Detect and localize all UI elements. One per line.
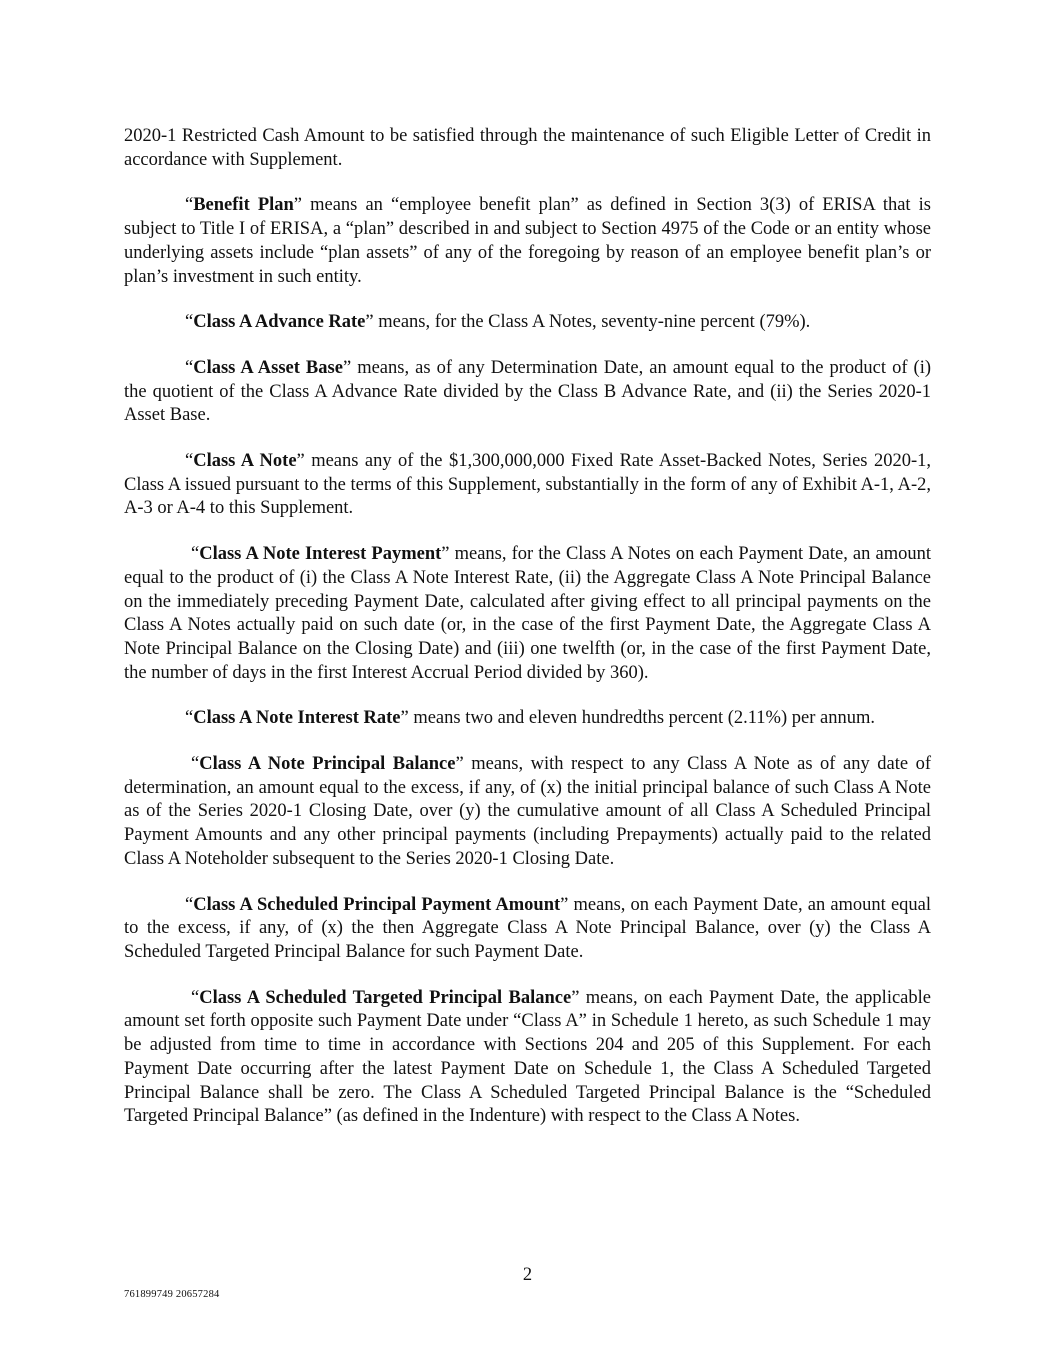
open-quote: “ xyxy=(185,451,194,472)
defined-term: Class A Note Interest Payment xyxy=(199,544,442,565)
close-quote: ” xyxy=(560,894,569,915)
open-quote: “ xyxy=(185,195,194,216)
definition-class-a-note-interest-payment xyxy=(124,543,931,685)
close-quote: ” xyxy=(441,544,450,565)
open-quote: “ xyxy=(185,894,194,915)
close-quote: ” xyxy=(342,357,352,378)
definition-text: means, for the Class A Notes, seventy-nine percent (79%). xyxy=(373,312,811,333)
close-quote: ” xyxy=(296,451,305,472)
definition-class-a-advance-rate xyxy=(124,311,931,335)
defined-term: Benefit Plan xyxy=(193,195,294,216)
open-quote: “ xyxy=(185,312,194,333)
defined-term: Class A Scheduled Targeted Principal Balance xyxy=(199,987,572,1008)
paragraph-continuation xyxy=(124,125,931,172)
close-quote: ” xyxy=(400,708,409,729)
defined-term: Class A Note Interest Rate xyxy=(193,708,401,729)
defined-term: Class A Note xyxy=(193,451,297,472)
close-quote: ” xyxy=(455,754,464,775)
definition-text: means, on each Payment Date, the applicable amount set forth opposite such Payment Date under “Class A” in Schedule 1 hereto, as such Schedule 1 may be adjusted from time to time in accordance with Sections 204 and 205 of this Supplement. For each Payment Date occurring after the latest Payment Date on Schedule 1, the Class A Scheduled Targeted Principal Balance shall be zero. The Class A Scheduled Targeted Principal Balance is the “Scheduled Targeted Principal Balance” (as defined in the Indenture) with respect to the Class A Notes. xyxy=(124,987,931,1127)
definition-text: means, as of any Determination Date, an amount equal to the product of (i) the quotient of the Class A Advance Rate divided by the Class B Advance Rate, and (ii) the Series 2020-1 Asset Base. xyxy=(124,357,931,426)
paragraph-text: 2020-1 Restricted Cash Amount to be satisfied through the maintenance of such Eligible Letter of Credit in accordance with Supplement. xyxy=(124,126,931,170)
definition-class-a-scheduled-targeted-principal-balance xyxy=(124,987,931,1129)
close-quote: ” xyxy=(571,987,580,1008)
definition-class-a-asset-base xyxy=(124,357,931,428)
close-quote: ” xyxy=(365,312,374,333)
page-number: 2 xyxy=(522,1265,533,1285)
definition-text: means two and eleven hundredths percent (2.11%) per annum. xyxy=(408,708,875,729)
definition-text: means, for the Class A Notes on each Payment Date, an amount equal to the product of (i) the Class A Note Interest Rate, (ii) the Aggregate Class A Note Principal Balance on the immediately preceding Payment Date, calculated after giving effect to all principal payments on the Class A Notes actually paid on such date (or, in the case of the first Payment Date, the Aggregate Class A Note Principal Balance on the Closing Date) and (iii) one twelfth (or, in the case of the first Payment Date, the number of days in the first Interest Accrual Period divided by 360). xyxy=(124,544,931,683)
definition-text: means, on each Payment Date, an amount equal to the excess, if any, of (x) the then Aggregate Class A Note Principal Balance, over (y) the Class A Scheduled Targeted Principal Balance for such Payment Date. xyxy=(124,894,932,962)
definition-class-a-scheduled-principal-payment-amount xyxy=(124,894,931,965)
defined-term: Class A Scheduled Principal Payment Amount xyxy=(193,894,561,915)
definition-class-a-note-principal-balance xyxy=(124,753,931,872)
open-quote: “ xyxy=(191,544,200,565)
definition-benefit-plan xyxy=(124,194,931,289)
close-quote: ” xyxy=(293,195,303,216)
defined-term: Class A Asset Base xyxy=(193,357,343,378)
open-quote: “ xyxy=(191,987,200,1008)
definition-text: means, with respect to any Class A Note as of any date of determination, an amount equal to the excess, if any, of (x) the initial principal balance of such Class A Note as of the Series 2020-1 Closing Date, over (y) the cumulative amount of all Class A Scheduled Principal Payment Amounts and any other principal payments (including Prepayments) actually paid to the related Class A Noteholder subsequent to the Series 2020-1 Closing Date. xyxy=(124,754,931,869)
definition-class-a-note-interest-rate xyxy=(124,707,931,731)
document-id-footer: 761899749 20657284 xyxy=(124,1289,220,1300)
open-quote: “ xyxy=(185,357,194,378)
open-quote: “ xyxy=(185,708,194,729)
definition-class-a-note xyxy=(124,450,931,521)
definition-text: means any of the $1,300,000,000 Fixed Rate Asset-Backed Notes, Series 2020-1, Class A issued pursuant to the terms of this Supplement, substantially in the form of any of Exhibit A-1, A-2, A-3 or A-4 to this Supplement. xyxy=(124,451,931,519)
definition-text: means an “employee benefit plan” as defined in Section 3(3) of ERISA that is subject to Title I of ERISA, a “plan” described in and subject to Section 4975 of the Code or an entity whose underlying assets include “plan assets” of any of the foregoing by reason of an employee benefit plan’s or plan’s investment in such entity. xyxy=(124,195,931,287)
defined-term: Class A Note Principal Balance xyxy=(199,754,456,775)
document-body xyxy=(124,125,931,1151)
open-quote: “ xyxy=(191,754,200,775)
defined-term: Class A Advance Rate xyxy=(193,312,366,333)
